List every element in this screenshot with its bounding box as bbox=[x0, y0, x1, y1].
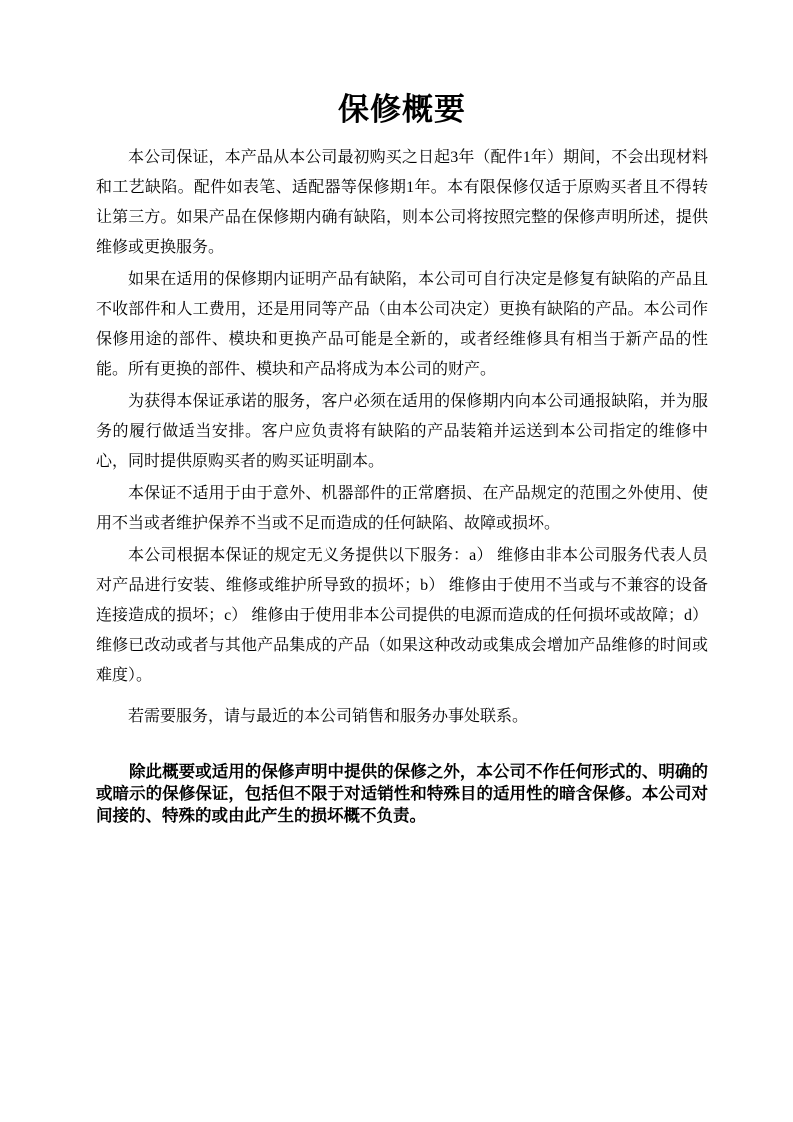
paragraph-service-obtainment: 为获得本保证承诺的服务，客户必须在适用的保修期内向本公司通报缺陷，并为服务的履行做适当安排。客户应负责将有缺陷的产品装箱并运送到本公司指定的维修中心，同时提供原购买者的购买证明副本。 bbox=[96, 393, 708, 470]
page-title: 保修概要 bbox=[338, 92, 466, 127]
paragraph-exclusions: 本保证不适用于由于意外、机器部件的正常磨损、在产品规定的范围之外使用、使用不当或者维护保养不当或不足而造成的任何缺陷、故障或损坏。 bbox=[96, 485, 708, 532]
paragraph-warranty-period: 本公司保证，本产品从本公司最初购买之日起3年（配件1年）期间，不会出现材料和工艺缺陷。配件如表笔、适配器等保修期1年。本有限保修仅适于原购买者且不得转让第三方。如果产品在保修期内确有缺陷，则本公司将按照完整的保修声明所述，提供维修或更换服务。 bbox=[96, 149, 708, 256]
paragraph-no-obligation-services: 本公司根据本保证的规定无义务提供以下服务：a） 维修由非本公司服务代表人员对产品进行安装、维修或维护所导致的损坏；b） 维修由于使用不当或与不兼容的设备连接造成的损坏；c） 维修由于使用非本公司提供的电源而造成的任何损坏或故障；d） 维修已改动或者与其他产品集成的产品（如果这种改动或集成会增加产品维修的时间或难度）。 bbox=[96, 547, 708, 684]
document-page bbox=[96, 90, 708, 827]
paragraph-contact: 若需要服务，请与最近的本公司销售和服务办事处联系。 bbox=[128, 708, 529, 725]
warranty-disclaimer: 除此概要或适用的保修声明中提供的保修之外，本公司不作任何形式的、明确的或暗示的保修保证，包括但不限于对适销性和特殊目的适用性的暗含保修。本公司对间接的、特殊的或由此产生的损坏概不负责。 bbox=[96, 762, 708, 825]
paragraph-repair-or-replace: 如果在适用的保修期内证明产品有缺陷，本公司可自行决定是修复有缺陷的产品且不收部件和人工费用，还是用同等产品（由本公司决定）更换有缺陷的产品。本公司作保修用途的部件、模块和更换产品可能是全新的，或者经维修具有相当于新产品的性能。所有更换的部件、模块和产品将成为本公司的财产。 bbox=[96, 271, 708, 378]
